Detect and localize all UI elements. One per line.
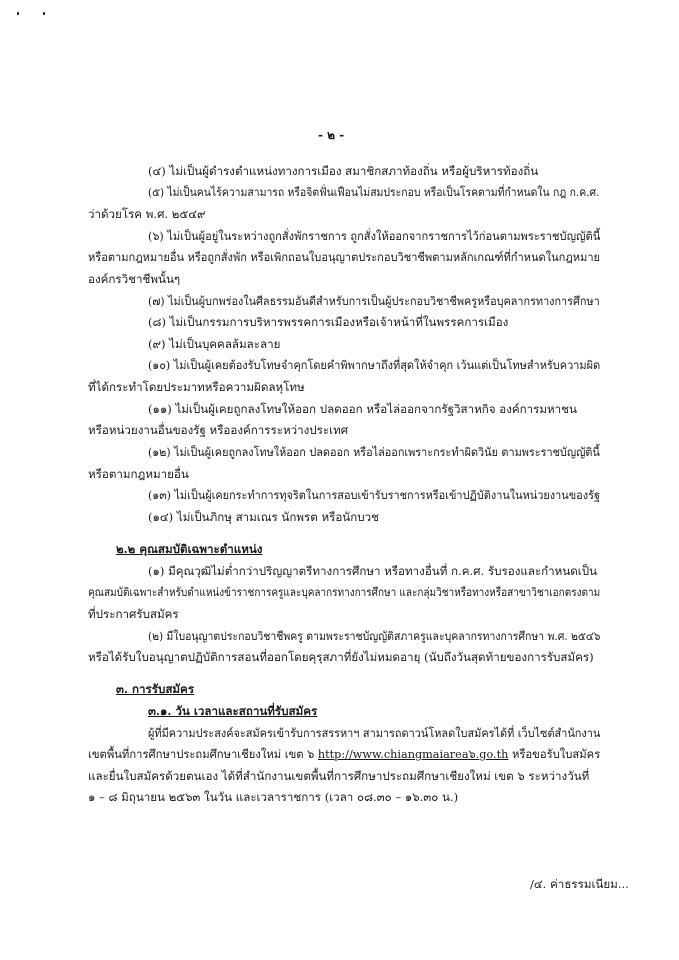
item-9: (๙) ไม่เป็นบุคคลล้มละลาย — [148, 337, 281, 351]
item-6: (๖) ไม่เป็นผู้อยู่ในระหว่างถูกสั่งพักราชการ ถูกสั่งให้ออกจากราชการไว้ก่อนตามพระราชบัญญัตินี้ — [148, 229, 601, 243]
application-paragraph-1: ผู้ที่มีความประสงค์จะสมัครเข้ารับการสรรหาฯ สามารถดาวน์โหลดใบสมัครได้ที่ เว็บไซต์สำนักงาน — [148, 726, 601, 740]
item-12-cont: หรือตามกฎหมายอื่น — [88, 467, 189, 481]
item-7: (๗) ไม่เป็นผู้บกพร่องในศีลธรรมอันดีสำหรับการเป็นผู้ประกอบวิชาชีพครูหรือบุคลากรทางการศึกษา — [148, 294, 600, 308]
item-11: (๑๑) ไม่เป็นผู้เคยถูกลงโทษให้ออก ปลดออก หรือไล่ออกจากรัฐวิสาหกิจ องค์การมหาชน — [148, 402, 577, 416]
qualification-1: (๑) มีคุณวุฒิไม่ต่ำกว่าปริญญาตรีทางการศึกษา หรือทางอื่นที่ ก.ค.ศ. รับรองและกำหนดเป็น — [148, 564, 598, 578]
section-3-heading: ๓. การรับสมัคร — [116, 682, 195, 696]
continuation-footer: /๔. ค่าธรรมเนียม... — [530, 877, 629, 891]
item-13: (๑๓) ไม่เป็นผู้เคยกระทำการทุจริตในการสอบเข้ารับราชการหรือเข้าปฏิบัติงานในหน่วยงานของรัฐ — [148, 488, 600, 502]
qualification-1-cont-1: คุณสมบัติเฉพาะสำหรับตำแหน่งข้าราชการครูและบุคลากรทางการศึกษา และกลุ่มวิชาหรือทางหรือสาขาวิชาเอกตรงตาม — [88, 585, 601, 599]
item-10-cont: ที่ได้กระทำโดยประมาทหรือความผิดลหุโทษ — [88, 380, 305, 394]
application-paragraph-4: ๑ – ๘ มิถุนายน ๒๕๖๓ ในวัน และเวลาราชการ (เวลา ๐๘.๓๐ – ๑๖.๓๐ น.) — [88, 790, 459, 804]
application-paragraph-3: และยื่นใบสมัครด้วยตนเอง ได้ที่สำนักงานเขตพื้นที่การศึกษาประถมศึกษาเชียงใหม่ เขต ๖ ระหว่างวันที่ — [88, 769, 590, 783]
scan-speck — [17, 12, 19, 15]
application-paragraph-2 — [88, 746, 600, 762]
qualification-1-cont-2: ที่ประกาศรับสมัคร — [88, 607, 179, 621]
application-paragraph-2-after: หรือขอรับใบสมัคร — [508, 747, 601, 761]
application-paragraph-2-before: เขตพื้นที่การศึกษาประถมศึกษาเชียงใหม่ เขต ๖ — [88, 747, 318, 761]
page-number: - ๒ - — [318, 128, 345, 142]
item-8: (๘) ไม่เป็นกรรมการบริหารพรรคการเมืองหรือเจ้าหน้าที่ในพรรคการเมือง — [148, 315, 509, 329]
item-5-cont: ว่าด้วยโรค พ.ศ. ๒๕๔๙ — [88, 207, 206, 221]
item-14: (๑๔) ไม่เป็นภิกษุ สามเณร นักพรต หรือนักบวช — [148, 510, 379, 524]
item-4: (๔) ไม่เป็นผู้ดำรงตำแหน่งทางการเมือง สมาชิกสภาท้องถิ่น หรือผู้บริหารท้องถิ่น — [148, 164, 539, 178]
item-6-cont-1: หรือตามกฎหมายอื่น หรือถูกสั่งพัก หรือเพิกถอนใบอนุญาตประกอบวิชาชีพตามหลักเกณฑ์ที่กำหนดในกฎหมาย — [88, 250, 600, 264]
item-5: (๕) ไม่เป็นคนไร้ความสามารถ หรือจิตฟั่นเฟือนไม่สมประกอบ หรือเป็นโรคตามที่กำหนดใน กฎ ก.ค.ศ. — [148, 185, 600, 199]
item-11-cont: หรือหน่วยงานอื่นของรัฐ หรือองค์การระหว่างประเทศ — [88, 423, 349, 437]
scan-speck — [43, 12, 45, 15]
qualification-2-cont: หรือได้รับใบอนุญาตปฏิบัติการสอนที่ออกโดยคุรุสภาที่ยังไม่หมดอายุ (นับถึงวันสุดท้ายของการรับสมัคร) — [88, 650, 594, 664]
qualification-2: (๒) มีใบอนุญาตประกอบวิชาชีพครู ตามพระราชบัญญัติสภาครูและบุคลากรทางการศึกษา พ.ศ. ๒๕๔๖ — [148, 629, 601, 643]
item-10: (๑๐) ไม่เป็นผู้เคยต้องรับโทษจำคุกโดยคำพิพากษาถึงที่สุดให้จำคุก เว้นแต่เป็นโทษสำหรับความผิด — [148, 358, 601, 372]
item-6-cont-2: องค์กรวิชาชีพนั้นๆ — [88, 272, 181, 286]
item-12: (๑๒) ไม่เป็นผู้เคยถูกลงโทษให้ออก ปลดออก หรือไล่ออกเพราะกระทำผิดวินัย ตามพระราชบัญญัตินี้ — [148, 445, 600, 459]
section-2-2-heading: ๒.๒ คุณสมบัติเฉพาะตำแหน่ง — [116, 542, 263, 556]
section-3-1-heading: ๓.๑. วัน เวลาและสถานที่รับสมัคร — [148, 704, 318, 718]
website-link[interactable]: http://www.chiangmaiarea๖.go.th — [317, 747, 509, 761]
